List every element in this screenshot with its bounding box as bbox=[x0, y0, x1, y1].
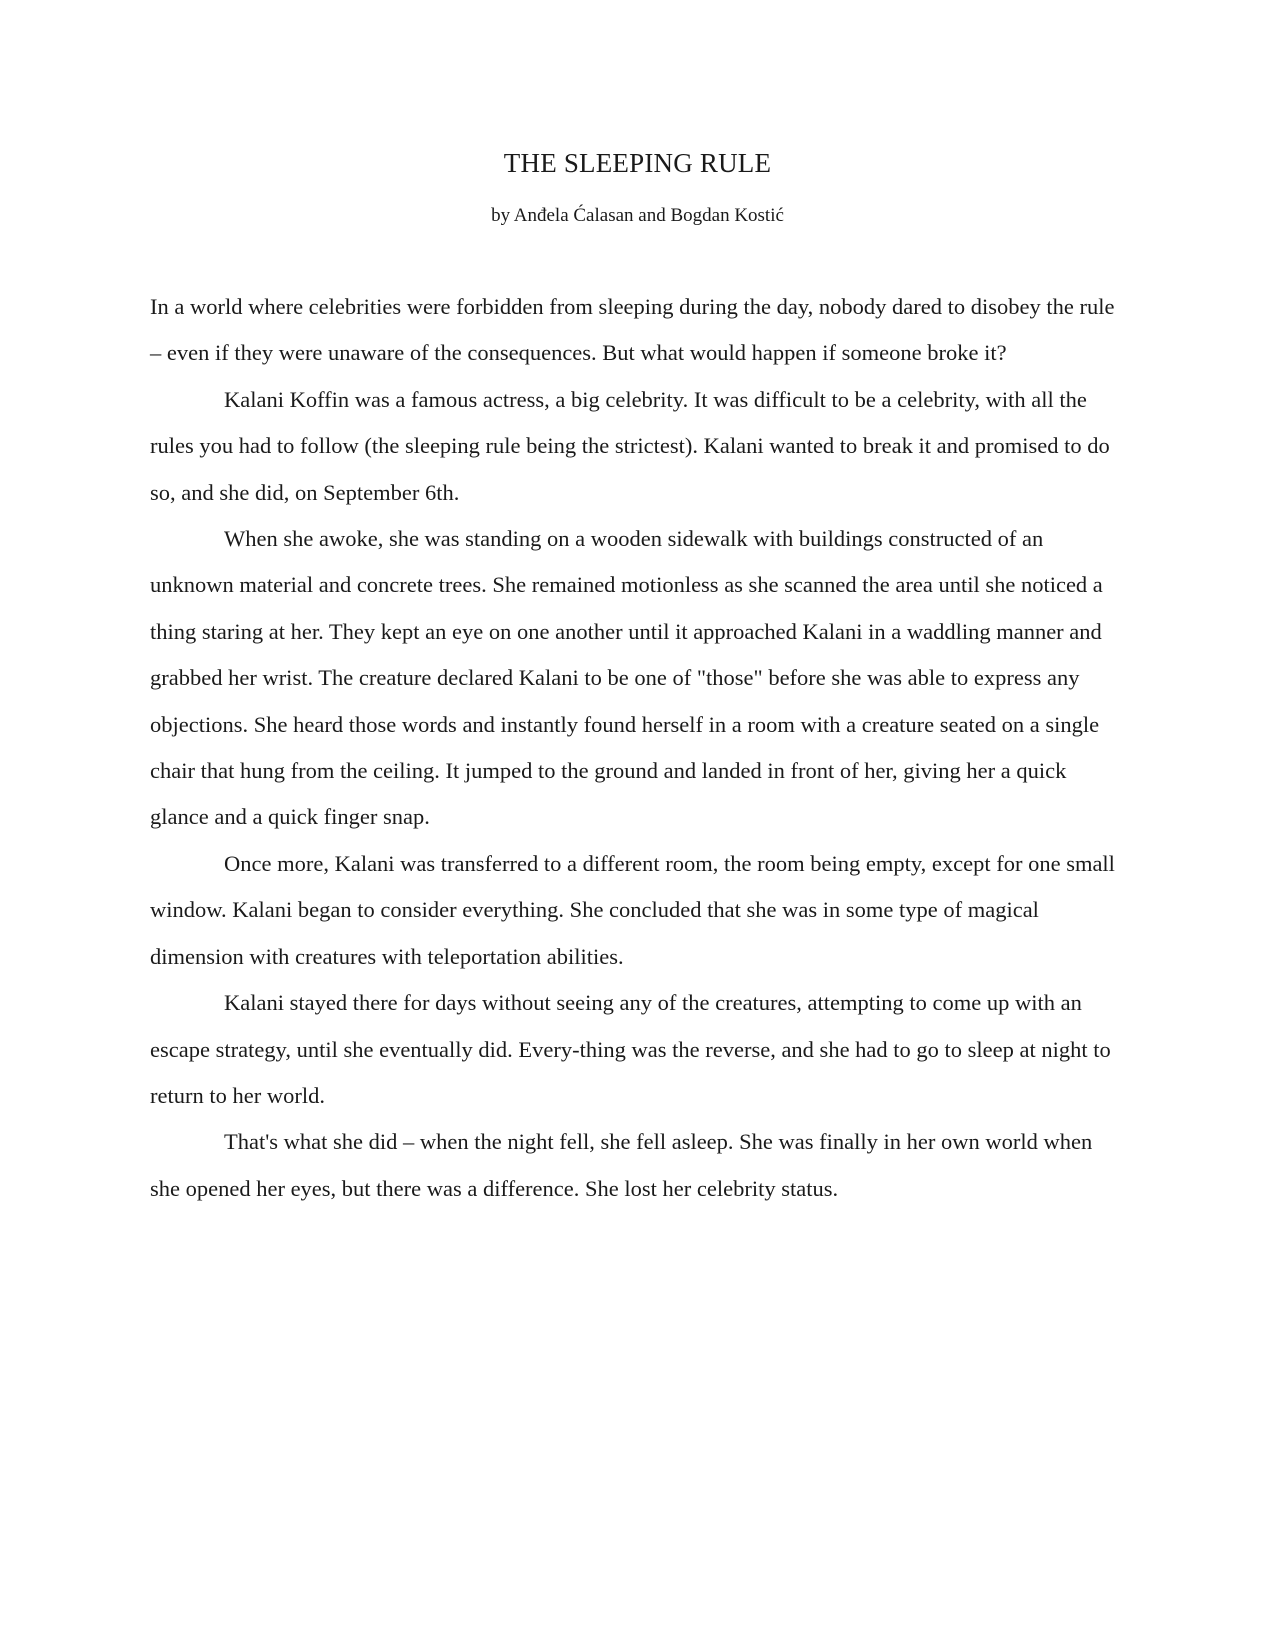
paragraph: That's what she did – when the night fell, she fell asleep. She was finally in her own world when she opened her eyes, but there was a difference. She lost her celebrity status. bbox=[150, 1129, 1093, 1201]
document-title: THE SLEEPING RULE bbox=[503, 148, 772, 178]
paragraph: When she awoke, she was standing on a wooden sidewalk with buildings constructed of an unknown material and concrete trees. She remained motionless as she scanned the area until she noticed a thing staring at her. They kept an eye on one another until it approached Kalani in a waddling manner and grabbed her wrist. The creature declared Kalani to be one of "those" before she was able to express any objections. She heard those words and instantly found herself in a room with a creature seated on a single chair that hung from the ceiling. It jumped to the ground and landed in front of her, giving her a quick glance and a quick finger snap. bbox=[150, 526, 1103, 830]
document-body bbox=[150, 284, 1125, 1212]
document-byline: by Anđela Ćalasan and Bogdan Kostić bbox=[491, 205, 784, 226]
paragraph: Once more, Kalani was transferred to a different room, the room being empty, except for one small window. Kalani began to consider everything. She concluded that she was in some type of magical dimension with creatures with teleportation abilities. bbox=[150, 850, 1115, 969]
paragraph: Kalani Koffin was a famous actress, a big celebrity. It was difficult to be a celebrity, with all the rules you had to follow (the sleeping rule being the strictest). Kalani wanted to break it and promised to do so, and she did, on September 6th. bbox=[150, 386, 1110, 505]
paragraph: Kalani stayed there for days without seeing any of the creatures, attempting to come up with an escape strategy, until she eventually did. Every-thing was the reverse, and she had to go to sleep at night to return to her world. bbox=[150, 990, 1111, 1108]
paragraph: In a world where celebrities were forbidden from sleeping during the day, nobody dared to disobey the rule – even if they were unaware of the consequences. But what would happen if someone broke it? bbox=[150, 294, 1115, 366]
